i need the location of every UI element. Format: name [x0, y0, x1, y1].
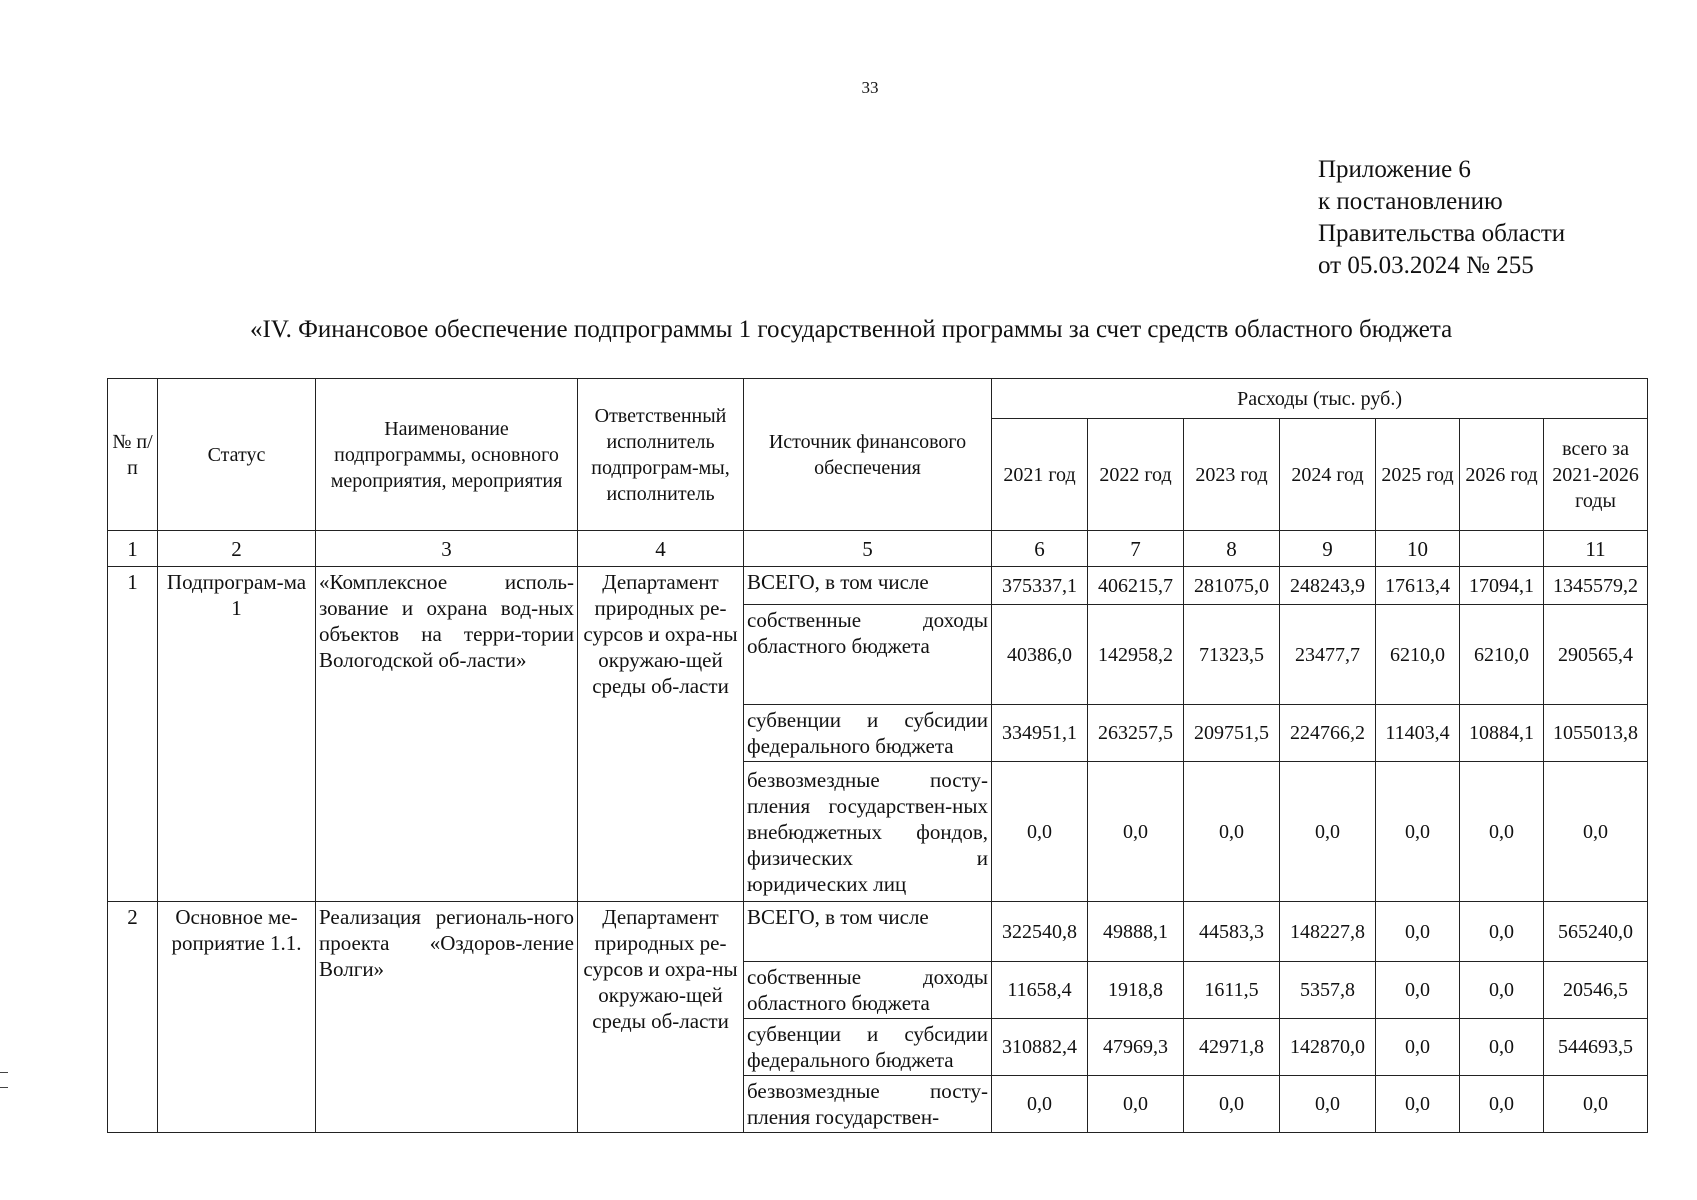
value-cell: 1918,8: [1088, 962, 1184, 1019]
row-source: субвенции и субсидии федерального бюджета: [744, 1019, 992, 1076]
value-cell: 5357,8: [1280, 962, 1376, 1019]
table-row: [108, 567, 1648, 605]
value-cell: 47969,3: [1088, 1019, 1184, 1076]
column-number: [1460, 531, 1544, 567]
value-cell: 263257,5: [1088, 705, 1184, 762]
financing-table: [107, 378, 1648, 1133]
value-cell: 0,0: [992, 762, 1088, 902]
value-cell: 10884,1: [1460, 705, 1544, 762]
value-cell: 322540,8: [992, 902, 1088, 962]
value-cell: 0,0: [1460, 962, 1544, 1019]
value-cell: 0,0: [1280, 1076, 1376, 1133]
value-cell: 42971,8: [1184, 1019, 1280, 1076]
row-source: ВСЕГО, в том числе: [744, 567, 992, 605]
header-num: № п/п: [108, 379, 158, 531]
value-cell: 0,0: [1544, 1076, 1648, 1133]
column-number: 5: [744, 531, 992, 567]
column-number: 1: [108, 531, 158, 567]
header-year: 2025 год: [1376, 419, 1460, 531]
row-source: безвозмездные посту-пления государствен-ных внебюджетных фондов, физических и юридических лиц: [744, 762, 992, 902]
header-year: 2021 год: [992, 419, 1088, 531]
row-executor: Департамент природных ре-сурсов и охра-ны окружаю-щей среды об-ласти: [578, 567, 744, 902]
row-source: собственные доходы областного бюджета: [744, 605, 992, 705]
value-cell: 334951,1: [992, 705, 1088, 762]
value-cell: 11658,4: [992, 962, 1088, 1019]
page-number: 33: [861, 78, 879, 97]
header-year: 2023 год: [1184, 419, 1280, 531]
value-cell: 23477,7: [1280, 605, 1376, 705]
header-year: 2026 год: [1460, 419, 1544, 531]
value-cell: 0,0: [1376, 762, 1460, 902]
value-cell: 0,0: [1376, 1019, 1460, 1076]
header-year: 2024 год: [1280, 419, 1376, 531]
value-cell: 44583,3: [1184, 902, 1280, 962]
value-cell: 6210,0: [1376, 605, 1460, 705]
row-source: субвенции и субсидии федерального бюджета: [744, 705, 992, 762]
column-number: 3: [316, 531, 578, 567]
value-cell: 406215,7: [1088, 567, 1184, 605]
column-number: 10: [1376, 531, 1460, 567]
value-cell: 0,0: [1184, 1076, 1280, 1133]
header-source: Источник финансового обеспечения: [744, 379, 992, 531]
value-cell: 290565,4: [1544, 605, 1648, 705]
appendix-line: Приложение 6: [1318, 156, 1471, 183]
value-cell: 0,0: [992, 1076, 1088, 1133]
column-number: 11: [1544, 531, 1648, 567]
value-cell: 0,0: [1376, 1076, 1460, 1133]
value-cell: 142958,2: [1088, 605, 1184, 705]
value-cell: 49888,1: [1088, 902, 1184, 962]
value-cell: 565240,0: [1544, 902, 1648, 962]
value-cell: 0,0: [1376, 962, 1460, 1019]
value-cell: 209751,5: [1184, 705, 1280, 762]
value-cell: 375337,1: [992, 567, 1088, 605]
value-cell: 0,0: [1460, 902, 1544, 962]
row-name: «Комплексное исполь-зование и охрана вод-ных объектов на терри-тории Вологодской об-ласти»: [316, 567, 578, 902]
header-executor: Ответственный исполнитель подпрограм-мы, исполнитель: [578, 379, 744, 531]
value-cell: 0,0: [1376, 902, 1460, 962]
document-title: «IV. Финансовое обеспечение подпрограммы 1 государственной программы за счет средств областного бюджета: [250, 316, 1453, 343]
row-num: 1: [108, 567, 158, 902]
row-num: 2: [108, 902, 158, 1133]
value-cell: 1055013,8: [1544, 705, 1648, 762]
value-cell: 6210,0: [1460, 605, 1544, 705]
column-number: 4: [578, 531, 744, 567]
header-year: 2022 год: [1088, 419, 1184, 531]
value-cell: 0,0: [1544, 762, 1648, 902]
header-expenses: Расходы (тыс. руб.): [992, 379, 1648, 419]
header-name: Наименование подпрограммы, основного мероприятия, мероприятия: [316, 379, 578, 531]
value-cell: 248243,9: [1280, 567, 1376, 605]
value-cell: 0,0: [1088, 1076, 1184, 1133]
value-cell: 0,0: [1088, 762, 1184, 902]
column-number: 9: [1280, 531, 1376, 567]
appendix-line: к постановлению: [1318, 188, 1503, 215]
header-status: Статус: [158, 379, 316, 531]
value-cell: 544693,5: [1544, 1019, 1648, 1076]
row-source: ВСЕГО, в том числе: [744, 902, 992, 962]
header-total: всего за 2021-2026 годы: [1544, 419, 1648, 531]
value-cell: 310882,4: [992, 1019, 1088, 1076]
value-cell: 0,0: [1280, 762, 1376, 902]
column-number: 2: [158, 531, 316, 567]
value-cell: 0,0: [1460, 1076, 1544, 1133]
value-cell: 224766,2: [1280, 705, 1376, 762]
row-source: собственные доходы областного бюджета: [744, 962, 992, 1019]
row-source: безвозмездные посту-пления государствен-: [744, 1076, 992, 1133]
row-status: Основное ме-роприятие 1.1.: [158, 902, 316, 1133]
row-status: Подпрограм-ма 1: [158, 567, 316, 902]
margin-mark: [0, 1072, 8, 1088]
appendix-line: Правительства области: [1318, 220, 1566, 247]
row-name: Реализация региональ-ного проекта «Оздоров-ление Волги»: [316, 902, 578, 1133]
value-cell: 17613,4: [1376, 567, 1460, 605]
value-cell: 71323,5: [1184, 605, 1280, 705]
value-cell: 0,0: [1184, 762, 1280, 902]
appendix-line: от 05.03.2024 № 255: [1318, 252, 1534, 279]
value-cell: 0,0: [1460, 762, 1544, 902]
value-cell: 40386,0: [992, 605, 1088, 705]
column-number: 8: [1184, 531, 1280, 567]
value-cell: 142870,0: [1280, 1019, 1376, 1076]
value-cell: 281075,0: [1184, 567, 1280, 605]
value-cell: 148227,8: [1280, 902, 1376, 962]
value-cell: 1345579,2: [1544, 567, 1648, 605]
row-executor: Департамент природных ре-сурсов и охра-ны окружаю-щей среды об-ласти: [578, 902, 744, 1133]
value-cell: 17094,1: [1460, 567, 1544, 605]
column-number: 6: [992, 531, 1088, 567]
value-cell: 0,0: [1460, 1019, 1544, 1076]
value-cell: 20546,5: [1544, 962, 1648, 1019]
value-cell: 1611,5: [1184, 962, 1280, 1019]
table-row: [108, 902, 1648, 962]
column-number: 7: [1088, 531, 1184, 567]
value-cell: 11403,4: [1376, 705, 1460, 762]
appendix-block: [1318, 154, 1565, 282]
